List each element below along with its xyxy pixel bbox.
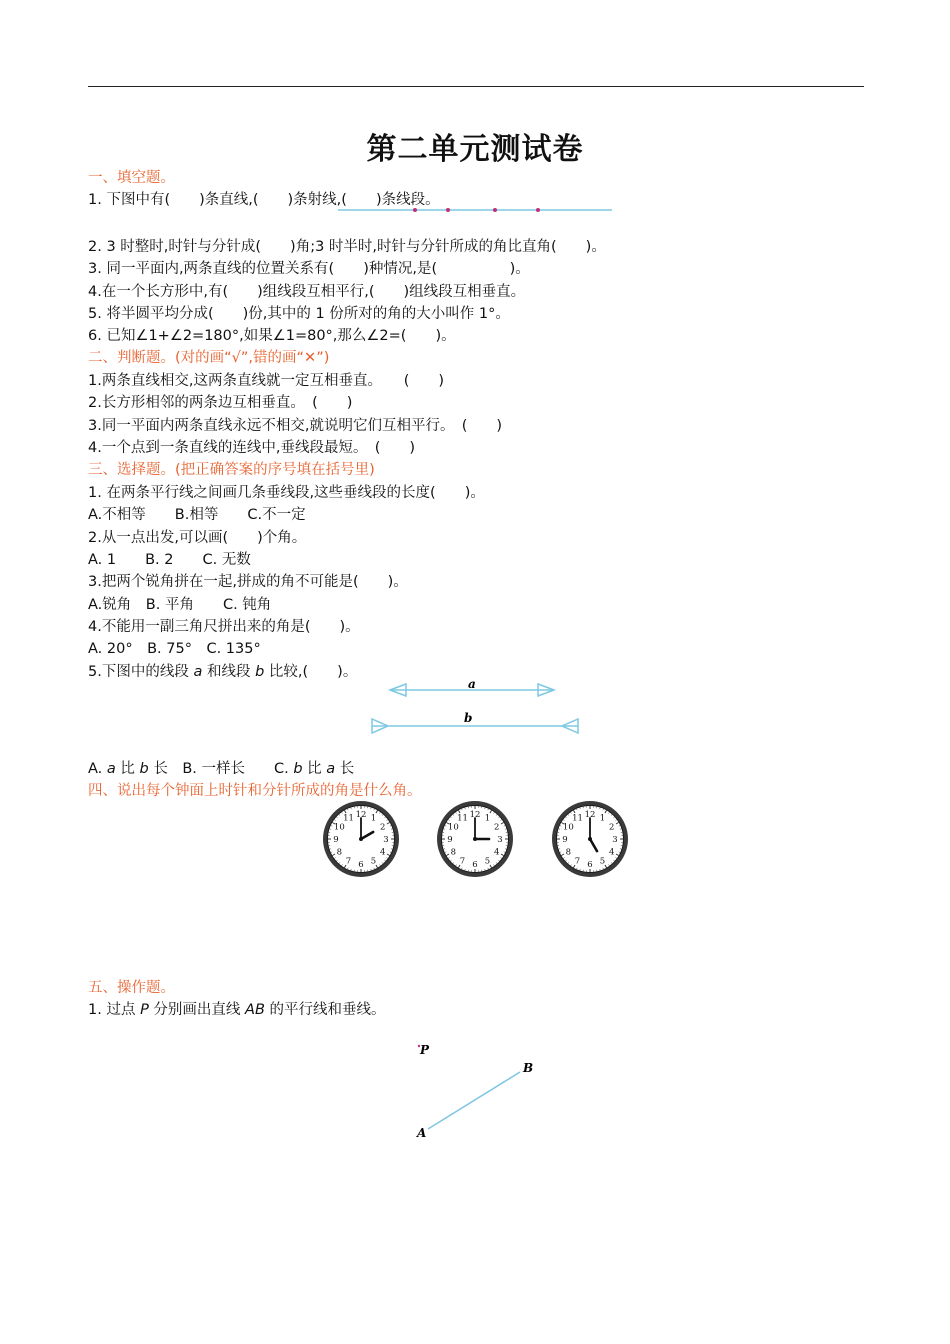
choice-q5-options: A. a 比 b 长 B. 一样长 C. b 比 a 长: [88, 761, 355, 777]
fill-q2: 2. 3 时整时,时针与分针成( )角;3 时半时,时针与分针所成的角比直角( )。: [88, 239, 606, 255]
segment-a-label: a: [468, 677, 476, 691]
choice-q3: 3.把两个锐角拼在一起,拼成的角不可能是( )。: [88, 574, 408, 590]
segment-figure: [368, 676, 584, 738]
clock-number: 11: [457, 813, 468, 824]
section-choice-heading: 三、选择题。(把正确答案的序号填在括号里): [88, 462, 375, 478]
clock-number: 9: [447, 835, 453, 845]
judge-q2: 2.长方形相邻的两条边互相垂直。 ( ): [88, 395, 353, 411]
clock-number: 6: [472, 860, 478, 870]
choice-q2-options: A. 1 B. 2 C. 无数: [88, 552, 251, 568]
label-a: A: [417, 1126, 427, 1140]
clock-number: 10: [333, 822, 345, 833]
section-fill-heading: 一、填空题。: [88, 170, 175, 186]
clock-number: 4: [493, 847, 500, 858]
clock-number: 7: [345, 856, 352, 867]
clock-number: 3: [383, 835, 389, 845]
clock-number: 10: [447, 822, 459, 833]
clock-number: 3: [497, 835, 503, 845]
clock-number: 2: [493, 822, 500, 833]
figure-point: [493, 208, 497, 212]
operate-q1: 1. 过点 P 分别画出直线 AB 的平行线和垂线。: [88, 1002, 386, 1018]
clock-center: [473, 837, 477, 841]
clock-number: 2: [379, 822, 386, 833]
clock-number: 3: [612, 835, 618, 845]
clock-number: 1: [484, 813, 491, 824]
choice-q5: 5.下图中的线段 a 和线段 b 比较,( )。: [88, 664, 358, 680]
figure-point: [536, 208, 540, 212]
clock-number: 5: [599, 856, 606, 867]
clock-number: 1: [370, 813, 377, 824]
clock-number: 5: [370, 856, 377, 867]
section-judge-heading: 二、判断题。(对的画“√”,错的画“✕”): [88, 350, 330, 366]
choice-q4: 4.不能用一副三角尺拼出来的角是( )。: [88, 619, 360, 635]
section-clock-heading: 四、说出每个钟面上时针和分针所成的角是什么角。: [88, 783, 422, 799]
clock-number: 6: [358, 860, 364, 870]
clock-number: 11: [343, 813, 354, 824]
page-title: 第二单元测试卷: [366, 132, 584, 167]
clock-number: 10: [562, 822, 574, 833]
clock-number: 12: [355, 810, 367, 820]
segment-b-label: b: [464, 711, 473, 725]
clock-number: 4: [608, 847, 615, 858]
clock-number: 5: [484, 856, 491, 867]
choice-q4-options: A. 20° B. 75° C. 135°: [88, 641, 261, 657]
choice-q1-options: A.不相等 B.相等 C.不一定: [88, 507, 306, 523]
top-rule: [88, 86, 864, 87]
clock-number: 1: [599, 813, 606, 824]
fill-q1: 1. 下图中有( )条直线,( )条射线,( )条线段。: [88, 192, 440, 208]
line-figure: [335, 202, 615, 218]
figure-point: [413, 208, 417, 212]
clock-number: 12: [584, 810, 596, 820]
clock-number: 8: [565, 847, 572, 858]
clock-number: 11: [572, 813, 583, 824]
clock-2: [435, 799, 515, 879]
clock-center: [359, 837, 363, 841]
judge-q1: 1.两条直线相交,这两条直线就一定互相垂直。 ( ): [88, 373, 445, 389]
clock-number: 2: [608, 822, 615, 833]
clock-number: 12: [469, 810, 481, 820]
clock-number: 7: [574, 856, 581, 867]
choice-q2: 2.从一点出发,可以画( )个角。: [88, 530, 307, 546]
clock-number: 4: [379, 847, 386, 858]
section-operate-heading: 五、操作题。: [88, 980, 175, 996]
fill-q3: 3. 同一平面内,两条直线的位置关系有( )种情况,是( )。: [88, 261, 530, 277]
fill-q6: 6. 已知∠1+∠2=180°,如果∠1=80°,那么∠2=( )。: [88, 328, 456, 344]
clock-number: 6: [587, 860, 593, 870]
line-ab-figure: [410, 1038, 540, 1144]
clock-number: 8: [336, 847, 343, 858]
clock-1: [321, 799, 401, 879]
fill-q4: 4.在一个长方形中,有( )组线段互相平行,( )组线段互相垂直。: [88, 284, 526, 300]
clock-number: 9: [333, 835, 339, 845]
clock-center: [588, 837, 592, 841]
label-b: B: [523, 1061, 534, 1075]
choice-q3-options: A.锐角 B. 平角 C. 钝角: [88, 597, 272, 613]
clock-number: 9: [562, 835, 568, 845]
fill-q5: 5. 将半圆平均分成( )份,其中的 1 份所对的角的大小叫作 1°。: [88, 306, 510, 322]
clock-3: [550, 799, 630, 879]
clock-number: 8: [450, 847, 457, 858]
line-ab: [428, 1072, 520, 1129]
judge-q3: 3.同一平面内两条直线永远不相交,就说明它们互相平行。 ( ): [88, 418, 503, 434]
label-p: P: [420, 1043, 430, 1057]
judge-q4: 4.一个点到一条直线的连线中,垂线段最短。 ( ): [88, 440, 416, 456]
figure-point: [446, 208, 450, 212]
choice-q1: 1. 在两条平行线之间画几条垂线段,这些垂线段的长度( )。: [88, 485, 485, 501]
clock-number: 7: [459, 856, 466, 867]
